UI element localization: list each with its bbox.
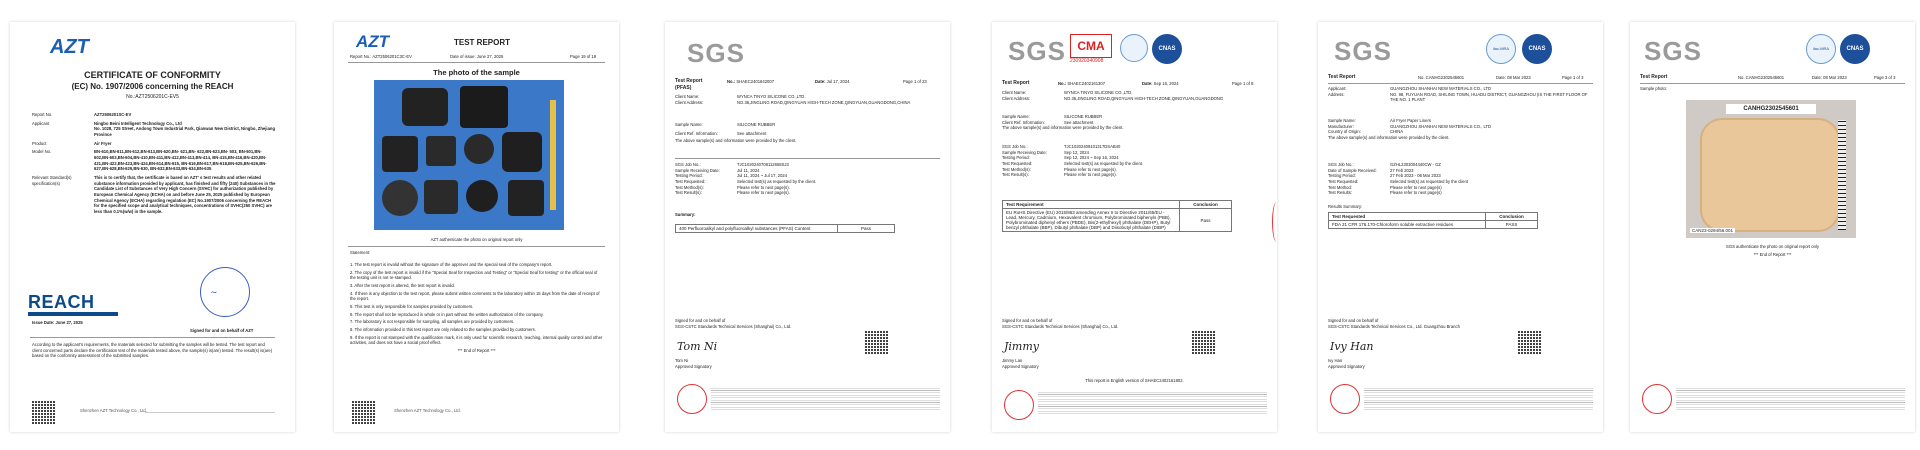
doc3-page: Page 1 of 23 [903,79,927,84]
doc2-page: Page 19 of 19 [570,54,597,59]
doc4-page: Page 1 of 8 [1232,81,1254,86]
doc6-end: *** End of Report *** [1753,252,1792,257]
qr-code [352,400,376,424]
doc3-summary-table [675,224,895,233]
fine-print [1038,392,1267,414]
cma-number: 230920340908 [1070,58,1104,64]
sgs-logo: SGS [1008,36,1066,66]
signature: ~ [210,288,218,298]
paper-liner [1700,118,1840,232]
field-value: BN-610,BN-611,BN-612,BN-613,BN-620,BN- 621,BN- 622,BN-623,BN- 503, BN-601,BN-602,BN-603,BN-604,BN-410,BN-411,BN-412,BN-413,BN-414, BN-415,BN-416,BN-420,BN-421,BN-422,BN-423,BN-424,BN-614,BN-615, BN-616,BN-617,BN-618,BN-625,BN-626,BN-627,BN-628,BN-629,BN-630, BN-632,BN-633,BN-634,BN-635 [94,149,267,172]
doc1-footer: Shenzhen AZT Technology Co., Ltd. [80,408,147,413]
doc4-title: Test Report [1002,80,1030,86]
field-label: Applicant [32,120,50,126]
doc2-footer: Shenzhen AZT Technology Co., Ltd. [394,408,461,413]
relevant-label: Relevant Standard(s) specification(s) [32,175,72,186]
doc3-title2: (PFAS) [675,85,692,91]
doc-test-report-photo[interactable] [334,22,619,432]
doc4-no: SHAEC2402161307 [1067,81,1106,86]
doc6-caption: SGS authenticate the photo on original report only [1726,244,1819,249]
photo-tag: CAN23-0294/56.001 [1692,228,1734,233]
table-row: FDA 21 CFR 176.170-Chloroform soluble extractive residues [1329,221,1486,229]
doc3-date: Jul 17, 2024 [826,79,850,84]
statement-item: 3. After the test report is altered, the test report is invalid. [350,283,455,289]
ruler [1838,120,1846,230]
doc4-client: Client Name: WYNCA TINYO SILICONE CO.,LTD. Client Address: NO.36,JINGLING ROAD,QINGYUAN HIGH-TECH ZONE,QINGYUAN,GUANGDONG [1002,90,1224,101]
fine-print [1676,388,1905,410]
statement-item: 8. The information provided in this test report are only related to the samples provided by customers. [350,327,536,333]
photo-id-label: CANHG2302545601 [1726,104,1816,114]
qr-code [1518,330,1542,354]
doc3-no: SHAEC2401642007 [736,79,775,84]
table-result: Pass [1180,209,1232,232]
doc6-page: Page 3 of 3 [1874,75,1896,80]
doc5-results-table: Test Requested Conclusion FDA 21 CFR 176.170-Chloroform soluble extractive residues PASS [1328,212,1538,229]
red-mark [1272,202,1277,242]
field-label: Report No. [32,112,53,117]
signature: Ivy Han [1330,340,1374,353]
field-label: Product [32,140,47,146]
doc4-english-note: This report is English version of SHAEC2402161802. [1085,378,1184,383]
doc5-page: Page 1 of 3 [1562,75,1584,80]
doc1-title: CERTIFICATE OF CONFORMITY [84,70,221,80]
doc5-summary-label: Results Summary: [1328,204,1363,209]
qr-code [32,400,56,424]
sample-photo [374,80,564,230]
mra-logo-icon [1120,34,1148,62]
doc1-fields [32,112,277,215]
cnas-logo: CNAS [1152,34,1182,64]
qr-code [1192,330,1216,354]
doc-sgs-photo[interactable] [1630,22,1915,432]
doc2-caption: AZT authenticate the photo on original report only [430,237,523,242]
azt-seal [200,267,250,317]
reach-logo: REACH [28,292,95,312]
statement-item: 1. The test report is invalid without the signature of the approver and the special seal of the company's report. [350,262,553,267]
statement-item: 9. If the report is not stamped with the qualification mark, it is only used for scientific research, teaching, internal quality control and other activities, and does not have a social proof effect. [350,334,603,346]
doc2-statements [350,262,603,354]
doc1-signed: Signed for and on behalf of AZT [190,328,254,333]
cma-logo: CMA [1070,34,1112,58]
field-label: Model No. [32,149,52,155]
doc6-no: No. CANHG2302545601 [1738,75,1785,80]
field-value: Ningbo Beini Intelligent Technology Co., Ltd [94,120,182,126]
summary-result: Pass [838,225,895,233]
sgs-logo: SGS [1644,36,1702,66]
table-row: EU RoHS Directive (EU) 2015/863 amending Annex II to Directive 2011/65/EU - Lead, Mercury, Cadmium, Hexavalent chromium, Polybrominated biphenyls (PBB), Polybrominated diphenyl ethers (PBDE), Bis(2-ethylhexyl) phthalate (DEHP), Butyl benzyl phthalate (BBP), Dibutyl phthalate (DBP) and Diisobutyl phthalate (DIBP) [1003,209,1180,232]
sgs-stamp [1004,390,1034,420]
signature: Jimmy [1004,340,1040,353]
sample-photo [1686,100,1856,238]
doc5-signer: Ivy Han Approved Signatory [1328,358,1365,369]
fine-print [711,388,940,410]
summary-item: 400 Perfluoroalkyl and polyfluoroalkyl substances (PFAS) Content [676,225,838,233]
doc2-photo-title: The photo of the sample [433,68,520,77]
doc3-signer: Tom Ni Approved Signatory [675,358,712,369]
doc3-client: Client Name: WYNCA TINYO SILICONE CO.,LTD. Client Address: NO.36,JINGLING ROAD,QINGYUAN HIGH-TECH ZONE,QINGYUAN,GUANGDONG,CHINA [675,94,911,105]
doc1-issue-date: Issue Date: June 27, 2025 [32,320,83,325]
table-result: PASS [1486,221,1538,229]
doc6-title: Test Report [1640,74,1668,80]
sgs-stamp [677,384,707,414]
sgs-stamp [1330,384,1360,414]
doc-sgs-pfas[interactable]: SGS Test Report (PFAS) No.: SHAEC2401642007 Date: Jul 17, 2024 Page 1 of 23 Client Name: WYNCA TINYO SILICONE CO.,LTD. Client Address: NO.36,JINGLING ROAD,QINGYUAN HIGH-TECH ZONE,QINGYUAN,GUANGDONG,CHINA Sample Name: SILICONE RUBBER Client Ref. Information: See attachment The above sample(s) and information were provided by the client. SGS Job No.: TJC1020240708112658SJ3 Sample Receiving Date: Jul 11, 2024 Testing Period: Jul 11, 2024 ~ Jul 17, 2024 Test Requested: Selected test(s) as requested by the client. Test Method(s): Please refer to next page(s). Test Result(s): Please refer to next page(s). Summary: 400 Perfluoroalkyl and polyfluoroalkyl substances (PFAS) Content Pass Signed for and on behalf of SGS-CSTC Standards Technical Services (Shanghai) Co., Ltd. Tom Ni Tom Ni Approved Signatory [665,22,950,432]
statement-item: 6. The report shall not be reproduced in whole or in part without the written authorization of the company. [350,311,544,317]
doc5-title: Test Report [1328,74,1356,80]
doc4-signed: Signed for and on behalf of SGS-CSTC Standards Technical Services (Shanghai) Co., Ltd. [1002,318,1119,329]
qr-code [865,330,889,354]
statement-item: 5. This test is only responsible for samples provided by customers. [350,304,474,310]
doc5-date: Date: 08 Mar 2023 [1496,75,1531,80]
doc5-details: SGS Job No.: GZHL2303004440CW - GZ Date of Sample Received: 27 Feb 2023 Testing Period: 27 Feb 2023 - 06 Mar 2023 Test Requested: Selected test(s) as requested by the client Test Method: Please refer to next page(s) Test Results: Please refer to next page(s) [1328,162,1468,196]
doc6-date: Date: 08 Mar 2023 [1812,75,1847,80]
sgs-stamp [1642,384,1672,414]
doc3-title: Test Report [675,78,703,84]
doc-certificate-reach[interactable] [10,22,295,432]
doc4-signer: Jimmy Lan Approved Signatory [1002,358,1039,369]
doc4-details: SGS Job No.: TJC10202409101317DSAB40 Sample Receiving Date: Sep 12, 2024 Testing Period: Sep 12, 2024 ~ Sep 16, 2024 Test Requested: Selected test(s) as requested by the client. Test Method(s): Please refer to next page(s). Test Result(s): Please refer to next page(s). [1002,144,1144,178]
mra-logo: ilac-MRA [1486,34,1516,64]
sgs-logo: SGS [1334,36,1392,66]
doc3-summary-label: Summary: [675,212,696,217]
field-value: No. 1028, 725 Street, Andong Town Industrial Park, Qianwan New District, Ningbo, Zhejiang Province [94,126,276,138]
doc3-signed: Signed for and on behalf of SGS-CSTC Standards Technical Services (Shanghai) Co., Ltd. [675,318,792,329]
statement-item: 4. If there is any objection to the test report, please submit written comments to the laboratory within 15 days from the date of receipt of the report. [350,290,600,302]
doc5-no: No. CANHG2302545601 [1418,75,1465,80]
doc5-signed: Signed for and on behalf of SGS-CSTC Standards Technical Services Co., Ltd. Guangzhou Branch [1328,318,1460,329]
doc4-date: Sep 16, 2024 [1153,81,1179,86]
doc5-sample: Sample Name: Air Fryer Paper Liners Manufacturer: GUANGZHOU SHANHAI NEW MATERIALS CO., LTD Country of Origin: CHINA The above sample(s) and information were provided by the client. [1328,118,1492,141]
mra-logo: ilac-MRA [1806,34,1836,64]
signature: Tom Ni [677,340,718,353]
field-label [32,126,94,137]
azt-logo: AZT [356,32,390,51]
doc3-sample: Sample Name: SILICONE RUBBER Client Ref. Information: See attachment The above sample(s) and information were provided by the client. [675,122,797,144]
doc1-subtitle: (EC) No. 1907/2006 concerning the REACH [71,82,234,91]
statement-item: 7. The laboratory is not responsible for sampling, all samples are provided by customers. [350,319,515,325]
relevant-text: This is to certify that, the certificate is based on AZT' s test results and other related substance information provided by applicant, has finished and fifty (240) Substances in the Candidate List of Substances of Very High Concern (SVHC) for authorization published by European Chemical Agency (ECHA) on and before June 25, 2025 published by European Chemical Agency (ECHA) regarding regulation (EC) No.1907/2006 concerning the REACH for the specified scope and analytical techniques, concentrations of SVHC(250 SVHC) are less than 0.1%(w/w) in the sample. [94,175,276,215]
doc6-photo-label: Sample photo: [1640,86,1668,91]
doc2-title: TEST REPORT [454,38,511,47]
doc1-note: According to the applicant's requirements, the materials selected for submitting the samples will be tested. The test report and client concerned parts declare the certification test of the materials tested above, the sample(s) is(are) tested. The result(s) is(are) based on the conformity assessment of the submitted samples. [32,342,273,359]
azt-logo: AZT [50,36,89,58]
fine-print [1364,388,1593,410]
statement-item: 2. The copy of the test report is invalid if the "Special Seal for Inspection and Testing" or "Special Seal for testing" or the official seal of the testing unit is not re-stamped. [350,269,598,281]
doc2-report-no: Report No.: AZT2506201C3C-EV [350,54,412,59]
field-value: Air Fryer [94,140,112,146]
doc2-statement-title: Statement: [350,250,371,255]
sgs-logo: SGS [687,38,745,68]
doc2-issue-date: Date of issue: June 27, 2025 [450,54,504,59]
doc-sgs-fda[interactable] [1318,22,1603,432]
doc3-details: SGS Job No.: TJC1020240708112658SJ3 Sample Receiving Date: Jul 11, 2024 Testing Period: Jul 11, 2024 ~ Jul 17, 2024 Test Requested: Selected test(s) as requested by the client. Test Method(s): Please refer to next page(s). Test Result(s): Please refer to next page(s). [675,162,817,196]
doc5-applicant: Applicant: GUANGZHOU SHANHAI NEW MATERIALS CO., LTD Address: NO. 98, FUYUAN ROAD, SHILING TOWN, HUADU DISTRICT, GUANGZHOU (IS THE FIRST FLOOR OF THE NO. 1 PLANT [1328,86,1588,103]
doc4-conclusion-table: Test Requirement Conclusion EU RoHS Directive (EU) 2015/863 amending Annex II to Directive 2011/65/EU - Lead, Mercury, Cadmium, Hexavalent chromium, Polybrominated biphenyls (PBB), Polybrominated diphenyl ethers (PBDE), Bis(2-ethylhexyl) phthalate (DEHP), Butyl benzyl phthalate (BBP), Dibutyl phthalate (DBP) and Diisobutyl phthalate (DIBP) Pass [1002,200,1232,232]
cnas-logo: CNAS [1522,34,1552,64]
doc-sgs-rohs[interactable]: SGS CMA 230920340908 CNAS Test Report No.: SHAEC2402161307 Date: Sep 16, 2024 Page 1 of 8 Client Name: WYNCA TINYO SILICONE CO.,LTD. Client Address: NO.36,JINGLING ROAD,QINGYUAN HIGH-TECH ZONE,QINGYUAN,GUANGDONG Sample Name: SILICONE RUBBER Client Ref. Information: See attachment The above sample(s) and information were provided by the client. SGS Job No.: TJC10202409101317DSAB40 Sample Receiving Date: Sep 12, 2024 Testing Period: Sep 12, 2024 ~ Sep 16, 2024 Test Requested: Selected test(s) as requested by the client. Test Method(s): Please refer to next page(s). Test Result(s): Please refer to next page(s). Test Requirement Conclusion EU RoHS Directive (EU) 2015/863 amending Annex II to Directive 2011/65/EU - Lead, Mercury, Cadmium, Hexavalent chromium, Polybrominated biphenyls (PBB), Polybrominated diphenyl ethers (PBDE), Bis(2-ethylhexyl) phthalate (DEHP), Butyl benzyl phthalate (BBP), Dibutyl phthalate (DBP) and Diisobutyl phthalate (DIBP) Pass Signed for and on behalf of SGS-CSTC Standards Technical Services (Shanghai) Co., Ltd. Jimmy Jimmy Lan Approved Signatory This report is English version of SHAEC2402161802. [992,22,1277,432]
doc4-sample: Sample Name: SILICONE RUBBER Client Ref. Information: See attachment The above sample(s) and information were provided by the client. [1002,114,1124,131]
field-value: AZT2506201SC-EV [94,112,132,117]
reach-logo-bar [28,312,118,316]
doc1-cert-no: No.:AZT2506201C-EV5 [126,94,179,100]
cnas-logo: CNAS [1840,34,1870,64]
end-of-report: *** End of Report *** [457,348,496,354]
